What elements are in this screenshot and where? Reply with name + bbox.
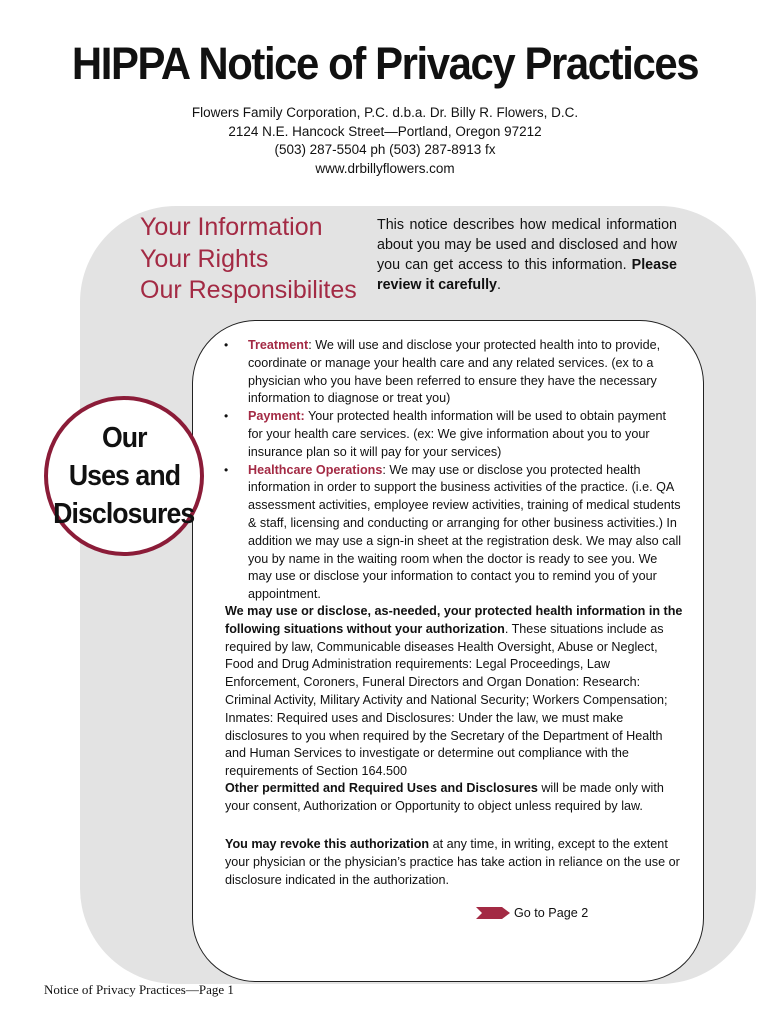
para2-bold: Other permitted and Required Uses and Disclosures — [225, 781, 538, 795]
bullet-label: Treatment — [248, 338, 309, 352]
list-item — [222, 337, 684, 408]
bullet-sep: : — [308, 338, 312, 352]
bullet-icon: • — [224, 338, 229, 352]
revoke-authorization-paragraph — [225, 836, 687, 889]
bullet-icon: • — [224, 409, 229, 424]
street-address: 2124 N.E. Hancock Street—Portland, Oregon 97212 — [228, 123, 542, 140]
notice-review-bold: Please review it carefully — [377, 257, 677, 293]
go-to-page-2-label: Go to Page 2 — [514, 906, 589, 920]
para3-text: at any time, in writing, except to the extent your physician or the physician’s practice has take action in reliance on the use or disclosure indicated in the authorization. — [225, 837, 680, 887]
para1-text: . These situations include as required by law, Communicable diseases Health Oversight, Abuse or Neglect, Food and Drug Administration requirements: Legal Proceedings, Law Enforcement, Coroners, Funeral Directors and Organ Donation: Research: Criminal Activity, Military Activity and National Security; Workers Compensation; Inmates: Required uses and Disclosures: Under the law, we must make disclosures to you when required by the Secretary of the Department of Health and Human Services to investigate or determine out compliance with the requirements of Section 164.500 — [225, 621, 668, 779]
without-authorization-paragraph — [225, 603, 687, 781]
notice-text: This notice describes how medical information about you may be used and disclosed and how you can get access to this information. — [377, 217, 677, 273]
bullet-label: Healthcare Operations — [248, 462, 383, 477]
para3-bold: You may revoke this authorization — [225, 837, 430, 851]
arrow-right-icon — [476, 906, 510, 920]
notice-period: . — [497, 277, 501, 293]
section-headings — [140, 212, 357, 307]
bullet-text: Your protected health information will be used to obtain payment for your health care services. (ex: We give information about you to your insurance plan so it will pay for your services) — [248, 409, 666, 459]
practice-address-block — [0, 104, 770, 178]
para2-text: will be made only with your consent, Authorization or Opportunity to object unless required by law. — [225, 781, 664, 813]
circle-line-3: Disclosures — [53, 498, 195, 530]
uses-bullet-list — [222, 337, 684, 604]
list-item — [222, 462, 684, 604]
bullet-icon: • — [224, 462, 229, 477]
page-title: HIPPA Notice of Privacy Practices — [71, 38, 699, 89]
heading-your-rights: Your Rights — [140, 244, 269, 273]
bullet-sep: : — [382, 462, 386, 477]
list-item — [222, 408, 684, 461]
heading-our-responsibilities: Our Responsibilites — [140, 276, 357, 304]
go-to-page-2-link[interactable] — [476, 906, 588, 920]
circle-line-2: Uses and — [68, 460, 180, 492]
bullet-text: We will use and disclose your protected health into to provide, coordinate or manage your health care and any related services. (ex to a physician who you have been referred to ensure they have the necessary information to diagnose or treat you) — [248, 338, 661, 406]
para1-bold: We may use or disclose, as-needed, your protected health information in the following situations without your authorization — [225, 604, 683, 636]
other-permitted-paragraph — [225, 780, 687, 816]
notice-description — [377, 215, 677, 295]
bullet-text: We may use or disclose you protected health information in order to support the business activities of the practice. (i.e. QA assessment activities, employee review activities, training of medical students & staff, licensing and conducting or arranging for other business activities.) In addition we may use a sign-in sheet at the registration desk. We may also call you by name in the waiting room when the doctor is ready to see you. We may use or disclose your information to contact you to remind you of your appointment. — [248, 462, 682, 602]
heading-your-information: Your Information — [140, 213, 323, 241]
website: www.drbillyflowers.com — [315, 160, 455, 177]
practice-name: Flowers Family Corporation, P.C. d.b.a. Dr. Billy R. Flowers, D.C. — [191, 105, 579, 121]
uses-disclosures-circle — [44, 396, 204, 556]
bullet-label: Payment: — [248, 409, 305, 424]
phone-fax: (503) 287-5504 ph (503) 287-8913 fx — [274, 142, 496, 158]
circle-line-1: Our — [101, 422, 147, 454]
page-footer: Notice of Privacy Practices—Page 1 — [44, 982, 234, 997]
